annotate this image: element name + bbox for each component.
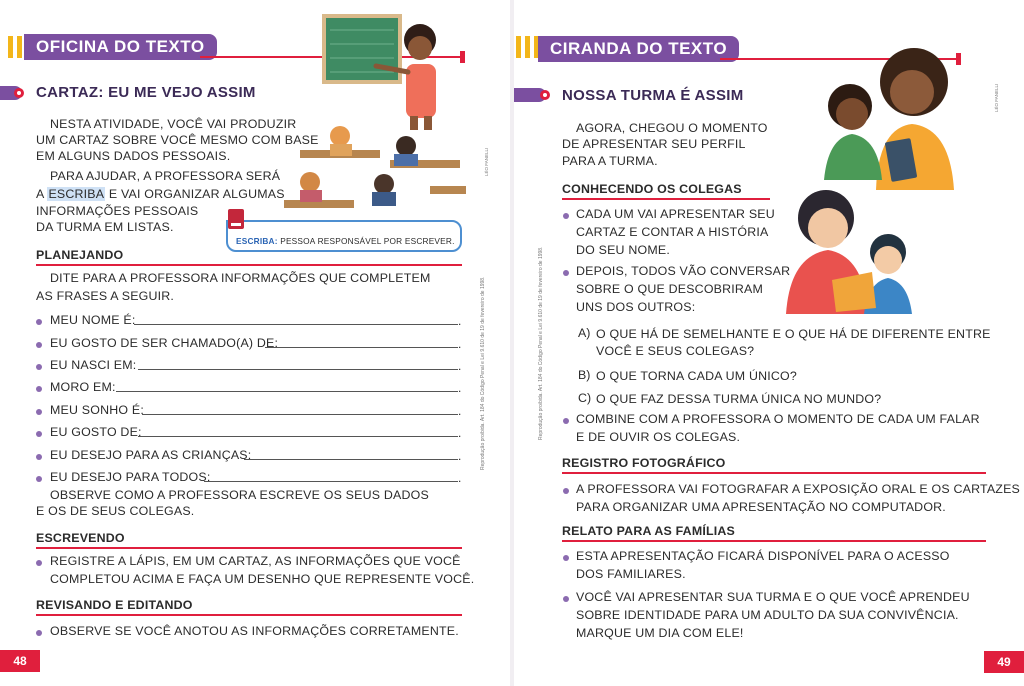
intro-line-3: PARA A TURMA. <box>562 154 658 168</box>
registro-line-1: A PROFESSORA VAI FOTOGRAFAR A EXPOSIÇÃO ORAL E OS CARTAZES <box>576 482 1021 496</box>
para2-line-3: INFORMAÇÕES PESSOAIS <box>36 204 199 218</box>
glossary-term: ESCRIBA: <box>236 236 278 246</box>
bullet <box>36 342 42 348</box>
field-line-criancas[interactable] <box>244 459 458 460</box>
boy-shirt <box>824 134 882 180</box>
legal-notice-left: Reprodução proibida. Art. 184 do Código Penal e Lei 9.610 de 19 de fevereiro de 1998. <box>480 276 486 470</box>
student-4 <box>374 174 394 194</box>
option-a-line-1: O QUE HÁ DE SEMELHANTE E O QUE HÁ DE DIFERENTE ENTRE <box>596 327 991 341</box>
bullet <box>563 596 569 602</box>
subhead-underline <box>36 547 462 549</box>
revisando-line: OBSERVE SE VOCÊ ANOTOU AS INFORMAÇÕES CORRETAMENTE. <box>50 624 459 638</box>
relato-b2-line-2: SOBRE IDENTIDADE PARA UM ADULTO DA SUA CONVIVÊNCIA. <box>576 608 959 622</box>
para2-line-4: DA TURMA EM LISTAS. <box>36 220 174 234</box>
intro-line-1: NESTA ATIVIDADE, VOCÊ VAI PRODUZIR <box>50 117 297 131</box>
teacher-body <box>406 64 436 118</box>
field-end: . <box>458 426 462 440</box>
header-oficina: OFICINA DO TEXTO <box>24 34 217 60</box>
bullet <box>36 560 42 566</box>
relato-b2-line-1: VOCÊ VAI APRESENTAR SUA TURMA E O QUE VOCÊ APRENDEU <box>576 590 970 604</box>
field-end: . <box>458 404 462 418</box>
bullet3-line-2: E DE OUVIR OS COLEGAS. <box>576 430 741 444</box>
field-label-nasci: EU NASCI EM: <box>50 358 137 372</box>
bullet <box>563 213 569 219</box>
bullet3-line-1: COMBINE COM A PROFESSORA O MOMENTO DE CADA UM FALAR <box>576 412 980 426</box>
field-label-todos: EU DESEJO PARA TODOS: <box>50 470 211 484</box>
field-end: . <box>458 359 462 373</box>
header-stripes <box>516 36 539 58</box>
bullet <box>563 488 569 494</box>
bullet <box>563 418 569 424</box>
option-c-line-1: O QUE FAZ DESSA TURMA ÚNICA NO MUNDO? <box>596 392 882 406</box>
student-3 <box>300 172 320 192</box>
subhead-planejando: PLANEJANDO <box>36 248 124 262</box>
reading-illustration <box>780 184 960 314</box>
subhead-relato: RELATO PARA AS FAMÍLIAS <box>562 524 736 538</box>
field-end: . <box>458 471 462 485</box>
field-end: . <box>458 381 462 395</box>
header-ciranda: CIRANDA DO TEXTO <box>538 36 739 62</box>
field-line-chamado[interactable] <box>265 347 458 348</box>
para2-line-1: PARA AJUDAR, A PROFESSORA SERÁ <box>50 169 281 183</box>
bullet <box>36 386 42 392</box>
intro-line-2: DE APRESENTAR SEU PERFIL <box>562 137 746 151</box>
section-ring-icon <box>540 90 550 100</box>
field-label-chamado: EU GOSTO DE SER CHAMADO(A) DE: <box>50 336 279 350</box>
classroom-illustration <box>280 10 490 220</box>
relato-b2-line-3: MARQUE UM DIA COM ELE! <box>576 626 744 640</box>
field-label-nome: MEU NOME É: <box>50 313 136 327</box>
boy-face <box>836 98 868 130</box>
woman-face <box>890 70 934 114</box>
escrevendo-line-2: COMPLETOU ACIMA E FAÇA UM DESENHO QUE REPRESENTE VOCÊ. <box>50 572 475 586</box>
glossary-box <box>226 220 462 252</box>
field-end: . <box>458 337 462 351</box>
field-label-sonho: MEU SONHO É: <box>50 403 144 417</box>
plan-text-1: DITE PARA A PROFESSORA INFORMAÇÕES QUE COMPLETEM <box>50 271 431 285</box>
field-label-criancas: EU DESEJO PARA AS CRIANÇAS: <box>50 448 252 462</box>
bullet2-line-2: SOBRE O QUE DESCOBRIRAM <box>576 282 764 296</box>
field-end: . <box>458 314 462 328</box>
plan-text-2: AS FRASES A SEGUIR. <box>36 289 175 303</box>
relato-b1-line-1: ESTA APRESENTAÇÃO FICARÁ DISPONÍVEL PARA O ACESSO <box>576 549 950 563</box>
bullet1-line-2: CARTAZ E CONTAR A HISTÓRIA <box>576 225 769 239</box>
subhead-underline <box>562 472 986 474</box>
page-left <box>0 0 510 686</box>
subhead-underline <box>36 264 462 266</box>
field-line-nasci[interactable] <box>138 369 458 370</box>
bullet <box>36 319 42 325</box>
field-line-todos[interactable] <box>204 481 458 482</box>
observe-line-1: OBSERVE COMO A PROFESSORA ESCREVE OS SEUS DADOS <box>50 488 429 502</box>
escrevendo-line-1: REGISTRE A LÁPIS, EM UM CARTAZ, AS INFORMAÇÕES QUE VOCÊ <box>50 554 461 568</box>
relato-b1-line-2: DOS FAMILIARES. <box>576 567 686 581</box>
subhead-revisando: REVISANDO E EDITANDO <box>36 598 193 612</box>
student-2 <box>396 136 416 156</box>
option-b-letter: B) <box>578 368 591 382</box>
field-line-sonho[interactable] <box>142 414 458 415</box>
glossary-text <box>236 236 455 246</box>
bullet1-line-1: CADA UM VAI APRESENTAR SEU <box>576 207 775 221</box>
subhead-conhecendo: CONHECENDO OS COLEGAS <box>562 182 742 196</box>
legal-notice-right: Reprodução proibida. Art. 184 do Código Penal e Lei 9.610 de 19 de fevereiro de 1998. <box>538 246 544 440</box>
option-a-line-2: VOCÊ E SEUS COLEGAS? <box>596 344 755 358</box>
field-end: . <box>458 449 462 463</box>
field-label-gosto: EU GOSTO DE: <box>50 425 142 439</box>
para2-rest: E VAI ORGANIZAR ALGUMAS <box>105 187 285 201</box>
bullet <box>563 270 569 276</box>
page-right <box>514 0 1024 686</box>
adult-child-illustration <box>804 40 984 190</box>
para2-prefix: A <box>36 187 48 201</box>
bullet <box>36 431 42 437</box>
bullet2-line-3: UNS DOS OUTROS: <box>576 300 696 314</box>
bullet <box>36 630 42 636</box>
observe-line-2: E OS DE SEUS COLEGAS. <box>36 504 195 518</box>
field-line-moro[interactable] <box>116 391 458 392</box>
option-a-letter: A) <box>578 326 591 340</box>
bullet <box>36 409 42 415</box>
woman2-face <box>808 208 848 248</box>
intro-line-2: UM CARTAZ SOBRE VOCÊ MESMO COM BASE <box>36 133 319 147</box>
section-title-nossa-turma: NOSSA TURMA É ASSIM <box>562 87 744 104</box>
section-ring-icon <box>14 88 24 98</box>
para2-line-2 <box>36 186 285 203</box>
option-b-line-1: O QUE TORNA CADA UM ÚNICO? <box>596 369 797 383</box>
student-1 <box>330 126 350 146</box>
field-line-nome[interactable] <box>134 324 458 325</box>
subhead-registro: REGISTRO FOTOGRÁFICO <box>562 456 726 470</box>
dictionary-book-icon <box>228 209 244 229</box>
bullet <box>36 364 42 370</box>
bullet <box>563 555 569 561</box>
option-c-letter: C) <box>578 391 592 405</box>
boy2-face <box>874 246 902 274</box>
page-number-left: 48 <box>0 650 40 672</box>
teacher-face <box>408 36 432 60</box>
bullet <box>36 454 42 460</box>
field-label-moro: MORO EM: <box>50 380 116 394</box>
escriba-highlight: ESCRIBA <box>48 187 105 201</box>
section-title-cartaz: CARTAZ: EU ME VEJO ASSIM <box>36 84 256 101</box>
subhead-underline <box>562 198 770 200</box>
subhead-underline <box>36 614 462 616</box>
registro-line-2: PARA ORGANIZAR UMA APRESENTAÇÃO NO COMPUTADOR. <box>576 500 946 514</box>
field-line-gosto[interactable] <box>138 436 458 437</box>
bullet <box>36 476 42 482</box>
subhead-escrevendo: ESCREVENDO <box>36 531 125 545</box>
illustration-credit: LÉO FANELLI <box>994 83 999 112</box>
bullet2-line-1: DEPOIS, TODOS VÃO CONVERSAR <box>576 264 791 278</box>
subhead-underline <box>562 540 986 542</box>
illustration-credit: LÉO FANELLI <box>484 147 489 176</box>
intro-line-3: EM ALGUNS DADOS PESSOAIS. <box>36 149 231 163</box>
bullet1-line-3: DO SEU NOME. <box>576 243 670 257</box>
page-number-right: 49 <box>984 651 1024 673</box>
intro-line-1: AGORA, CHEGOU O MOMENTO <box>576 121 768 135</box>
glossary-definition: PESSOA RESPONSÁVEL POR ESCREVER. <box>277 236 455 246</box>
